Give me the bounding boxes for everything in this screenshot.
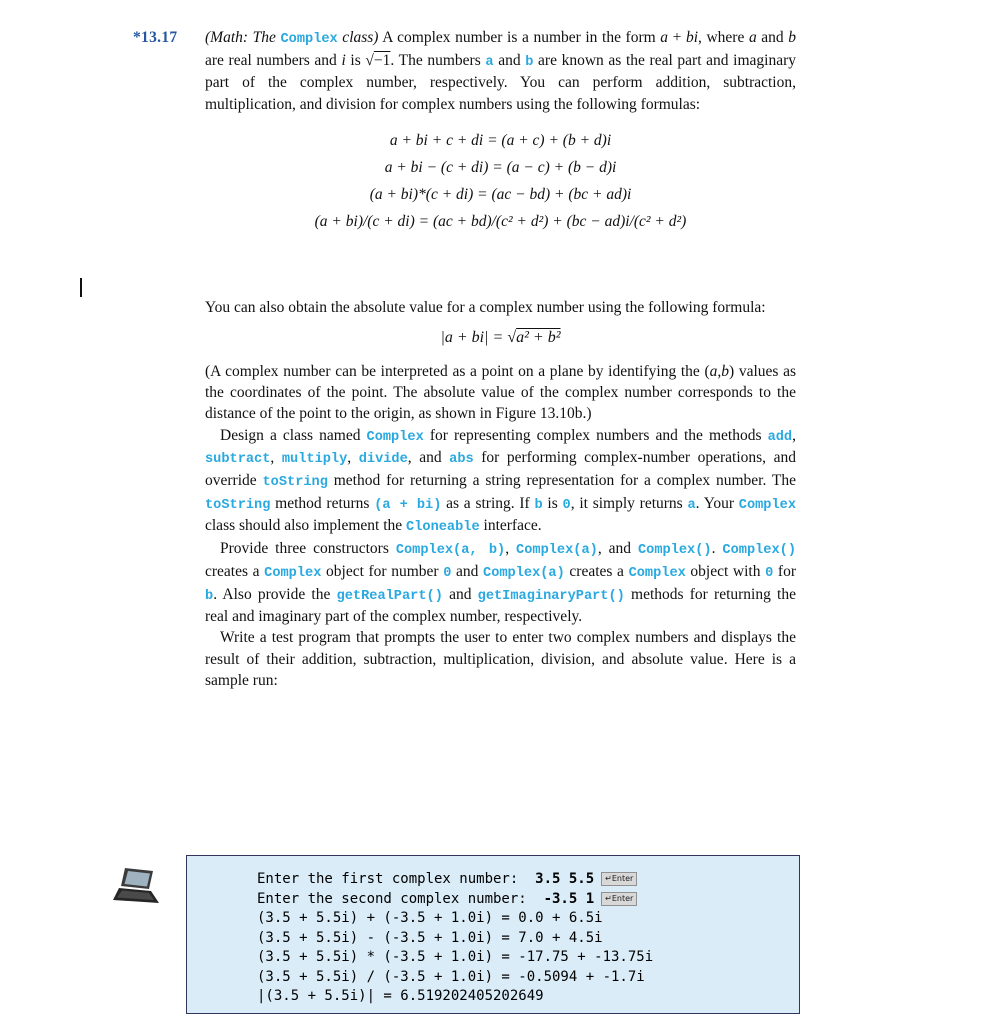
absolute-value-formula: |a + bi| = √a² + b²: [440, 329, 561, 347]
console-line: [257, 890, 791, 910]
exercise-number: *13.17: [133, 29, 178, 46]
plane-note-paragraph: (A complex number can be interpreted as a point on a plane by identifying the (a,b) values as the coordinates of the point. The absolute value of the complex number corresponds to the distance of the point to the origin, as shown in Figure 13.10b.): [205, 362, 796, 423]
sample-run-section: [186, 855, 800, 1014]
user-input: -3.5 1: [543, 890, 595, 907]
exercise-body: [205, 27, 796, 691]
formula-line: a + bi + c + di = (a + c) + (b + d)i: [389, 131, 612, 149]
formula-line: a + bi − (c + di) = (a − c) + (b − d)i: [384, 158, 617, 176]
formula-line: (a + bi)*(c + di) = (ac − bd) + (bc + ad)i: [369, 185, 632, 203]
enter-key-badge: ↵Enter: [601, 892, 637, 906]
enter-key-badge: ↵Enter: [601, 872, 637, 886]
console-line: (3.5 + 5.5i) + (-3.5 + 1.0i) = 0.0 + 6.5i: [257, 910, 603, 926]
console-line: |(3.5 + 5.5i)| = 6.519202405202649: [257, 988, 544, 1004]
user-input: 3.5 5.5: [535, 871, 595, 887]
console-prompt: Enter the second complex number:: [257, 890, 544, 907]
console-line: (3.5 + 5.5i) / (-3.5 + 1.0i) = -0.5094 + -1.7i: [257, 968, 645, 985]
laptop-icon: [113, 867, 161, 907]
constructors-paragraph: Provide three constructors Complex(a, b), Complex(a), and Complex(). Complex() creates a Complex object for number 0 and Complex(a) creates a Complex object with 0 for b. Also provide the getRealPart() and getImaginaryPart() methods for returning the real and imaginary part of the complex number, respectively.: [205, 540, 797, 626]
console-line: (3.5 + 5.5i) * (-3.5 + 1.0i) = -17.75 + -13.75i: [257, 949, 654, 965]
absolute-value-paragraph: You can also obtain the absolute value for a complex number using the following formula:: [205, 298, 766, 316]
margin-change-bar: [80, 278, 82, 297]
console-line: [257, 870, 791, 890]
sample-run-box: [186, 855, 800, 1014]
design-paragraph: Design a class named Complex for representing complex numbers and the methods add, subtract, multiply, divide, and abs for performing complex-number operations, and override toString method for returning a string representation for a complex number. The toString method returns (a + bi) as a string. If b is 0, it simply returns a. Your Complex class should also implement the Cloneable interface.: [205, 426, 797, 536]
console-line: (3.5 + 5.5i) - (-3.5 + 1.0i) = 7.0 + 4.5i: [257, 929, 603, 946]
formula-line: (a + bi)/(c + di) = (ac + bd)/(c² + d²) + (bc − ad)i/(c² + d²): [314, 212, 687, 230]
test-program-paragraph: Write a test program that prompts the user to enter two complex numbers and displays the result of their addition, subtraction, multiplication, division, and absolute value. Here is a sample run:: [205, 629, 796, 689]
intro-paragraph: (Math: The Complex class) A complex number is a number in the form a + bi, where a and b are real numbers and i is √−1. The numbers a and b are known as the real part and imaginary part of the complex number, respectively. You can perform addition, subtraction, multiplication, and division for complex numbers using the following formulas:: [205, 29, 796, 113]
console-prompt: Enter the first complex number:: [257, 871, 536, 887]
formula-block: [205, 127, 796, 235]
